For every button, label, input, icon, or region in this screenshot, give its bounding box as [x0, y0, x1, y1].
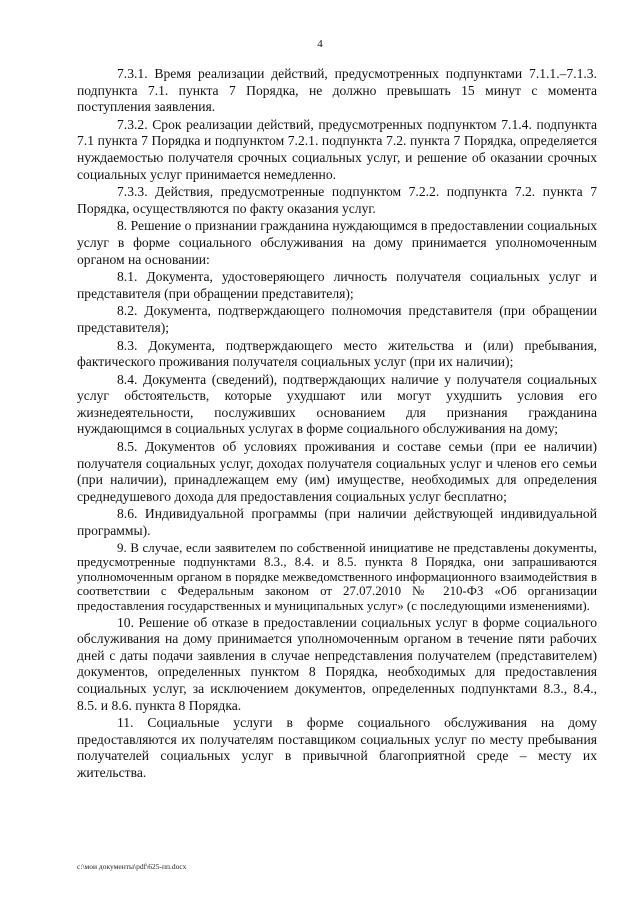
paragraph-8-4: 8.4. Документа (сведений), подтверждающих наличие у получателя социальных услуг обстоятельств, которые ухудшают или могут ухудшить условия его жизнедеятельности, послуживших основанием для признания гражданина нуждающимся в социальных услугах в форме социального обслуживания на дому; — [77, 371, 597, 437]
paragraph-8-1: 8.1. Документа, удостоверяющего личность получателя социальных услуг и представителя (при обращении представителя); — [77, 269, 597, 301]
page-number: 4 — [317, 38, 323, 50]
paragraph-8-6: 8.6. Индивидуальной программы (при наличии действующей индивидуальной программы). — [77, 506, 597, 539]
paragraph-9: 9. В случае, если заявителем по собственной инициативе не представлены документы, предусмотренные подпунктами 8.3., 8.4. и 8.5. пункта 8 Порядка, они запрашиваются уполномоченным органом в порядке межведомственного информационного взаимодействия в соответствии с Федеральным законом от 27.07.2010 № 210-ФЗ «Об организации предоставления государственных и муниципальных услуг» (с последующими изменениями). — [77, 540, 597, 613]
paragraph-11: 11. Социальные услуги в форме социального обслуживания на дому предоставляются их получателям поставщиком социальных услуг по месту пребывания получателей социальных услуг в привычной благоприятной среде – месту их жительства. — [77, 715, 597, 780]
paragraph-8: 8. Решение о признании гражданина нуждающимся в предоставлении социальных услуг в форме социального обслуживания на дому принимается уполномоченным органом на основании: — [77, 218, 597, 267]
paragraph-10: 10. Решение об отказе в предоставлении социальных услуг в форме социального обслуживания на дому принимается уполномоченным органом в течение пяти рабочих дней с даты подачи заявления в случае непредставления получателем (представителем) документов, определенных пунктом 8 Порядка, необходимых для предоставления социальных услуг, за исключением документов, определенных подпунктами 8.3., 8.4., 8.5. и 8.6. пункта 8 Порядка. — [77, 614, 597, 713]
paragraph-8-2: 8.2. Документа, подтверждающего полномочия представителя (при обращении представителя); — [77, 303, 597, 335]
paragraph-7-3-1: 7.3.1. Время реализации действий, предусмотренных подпунктами 7.1.1.–7.1.3. подпункта 7.1. пункта 7 Порядка, не должно превышать 15 минут с момента поступления заявления. — [77, 66, 597, 115]
document-body — [77, 66, 597, 782]
paragraph-7-3-2: 7.3.2. Срок реализации действий, предусмотренных подпунктом 7.1.4. подпункта 7.1 пункта 7 Порядка и подпунктом 7.2.1. подпункта 7.2. пункта 7 Порядка, определяется нуждаемостью получателя срочных социальных услуг, и решение об оказании срочных социальных услуг принимается немедленно. — [77, 116, 597, 182]
paragraph-8-5: 8.5. Документов об условиях проживания и составе семьи (при ее наличии) получателя социальных услуг, доходах получателя социальных услуг и членов его семьи (при наличии), принадлежащем ему (им) имуществе, необходимых для определения среднедушевого дохода для предоставления социальных услуг бесплатно; — [77, 439, 597, 504]
paragraph-8-3: 8.3. Документа, подтверждающего место жительства и (или) пребывания, фактического проживания получателя социальных услуг (при их наличии); — [77, 337, 597, 370]
paragraph-7-3-3: 7.3.3. Действия, предусмотренные подпунктом 7.2.2. подпункта 7.2. пункта 7 Порядка, осуществляются по факту оказания услуг. — [77, 184, 597, 216]
footer-file-path: c:\мои документы\pdf\625-пп.docx — [77, 862, 187, 871]
